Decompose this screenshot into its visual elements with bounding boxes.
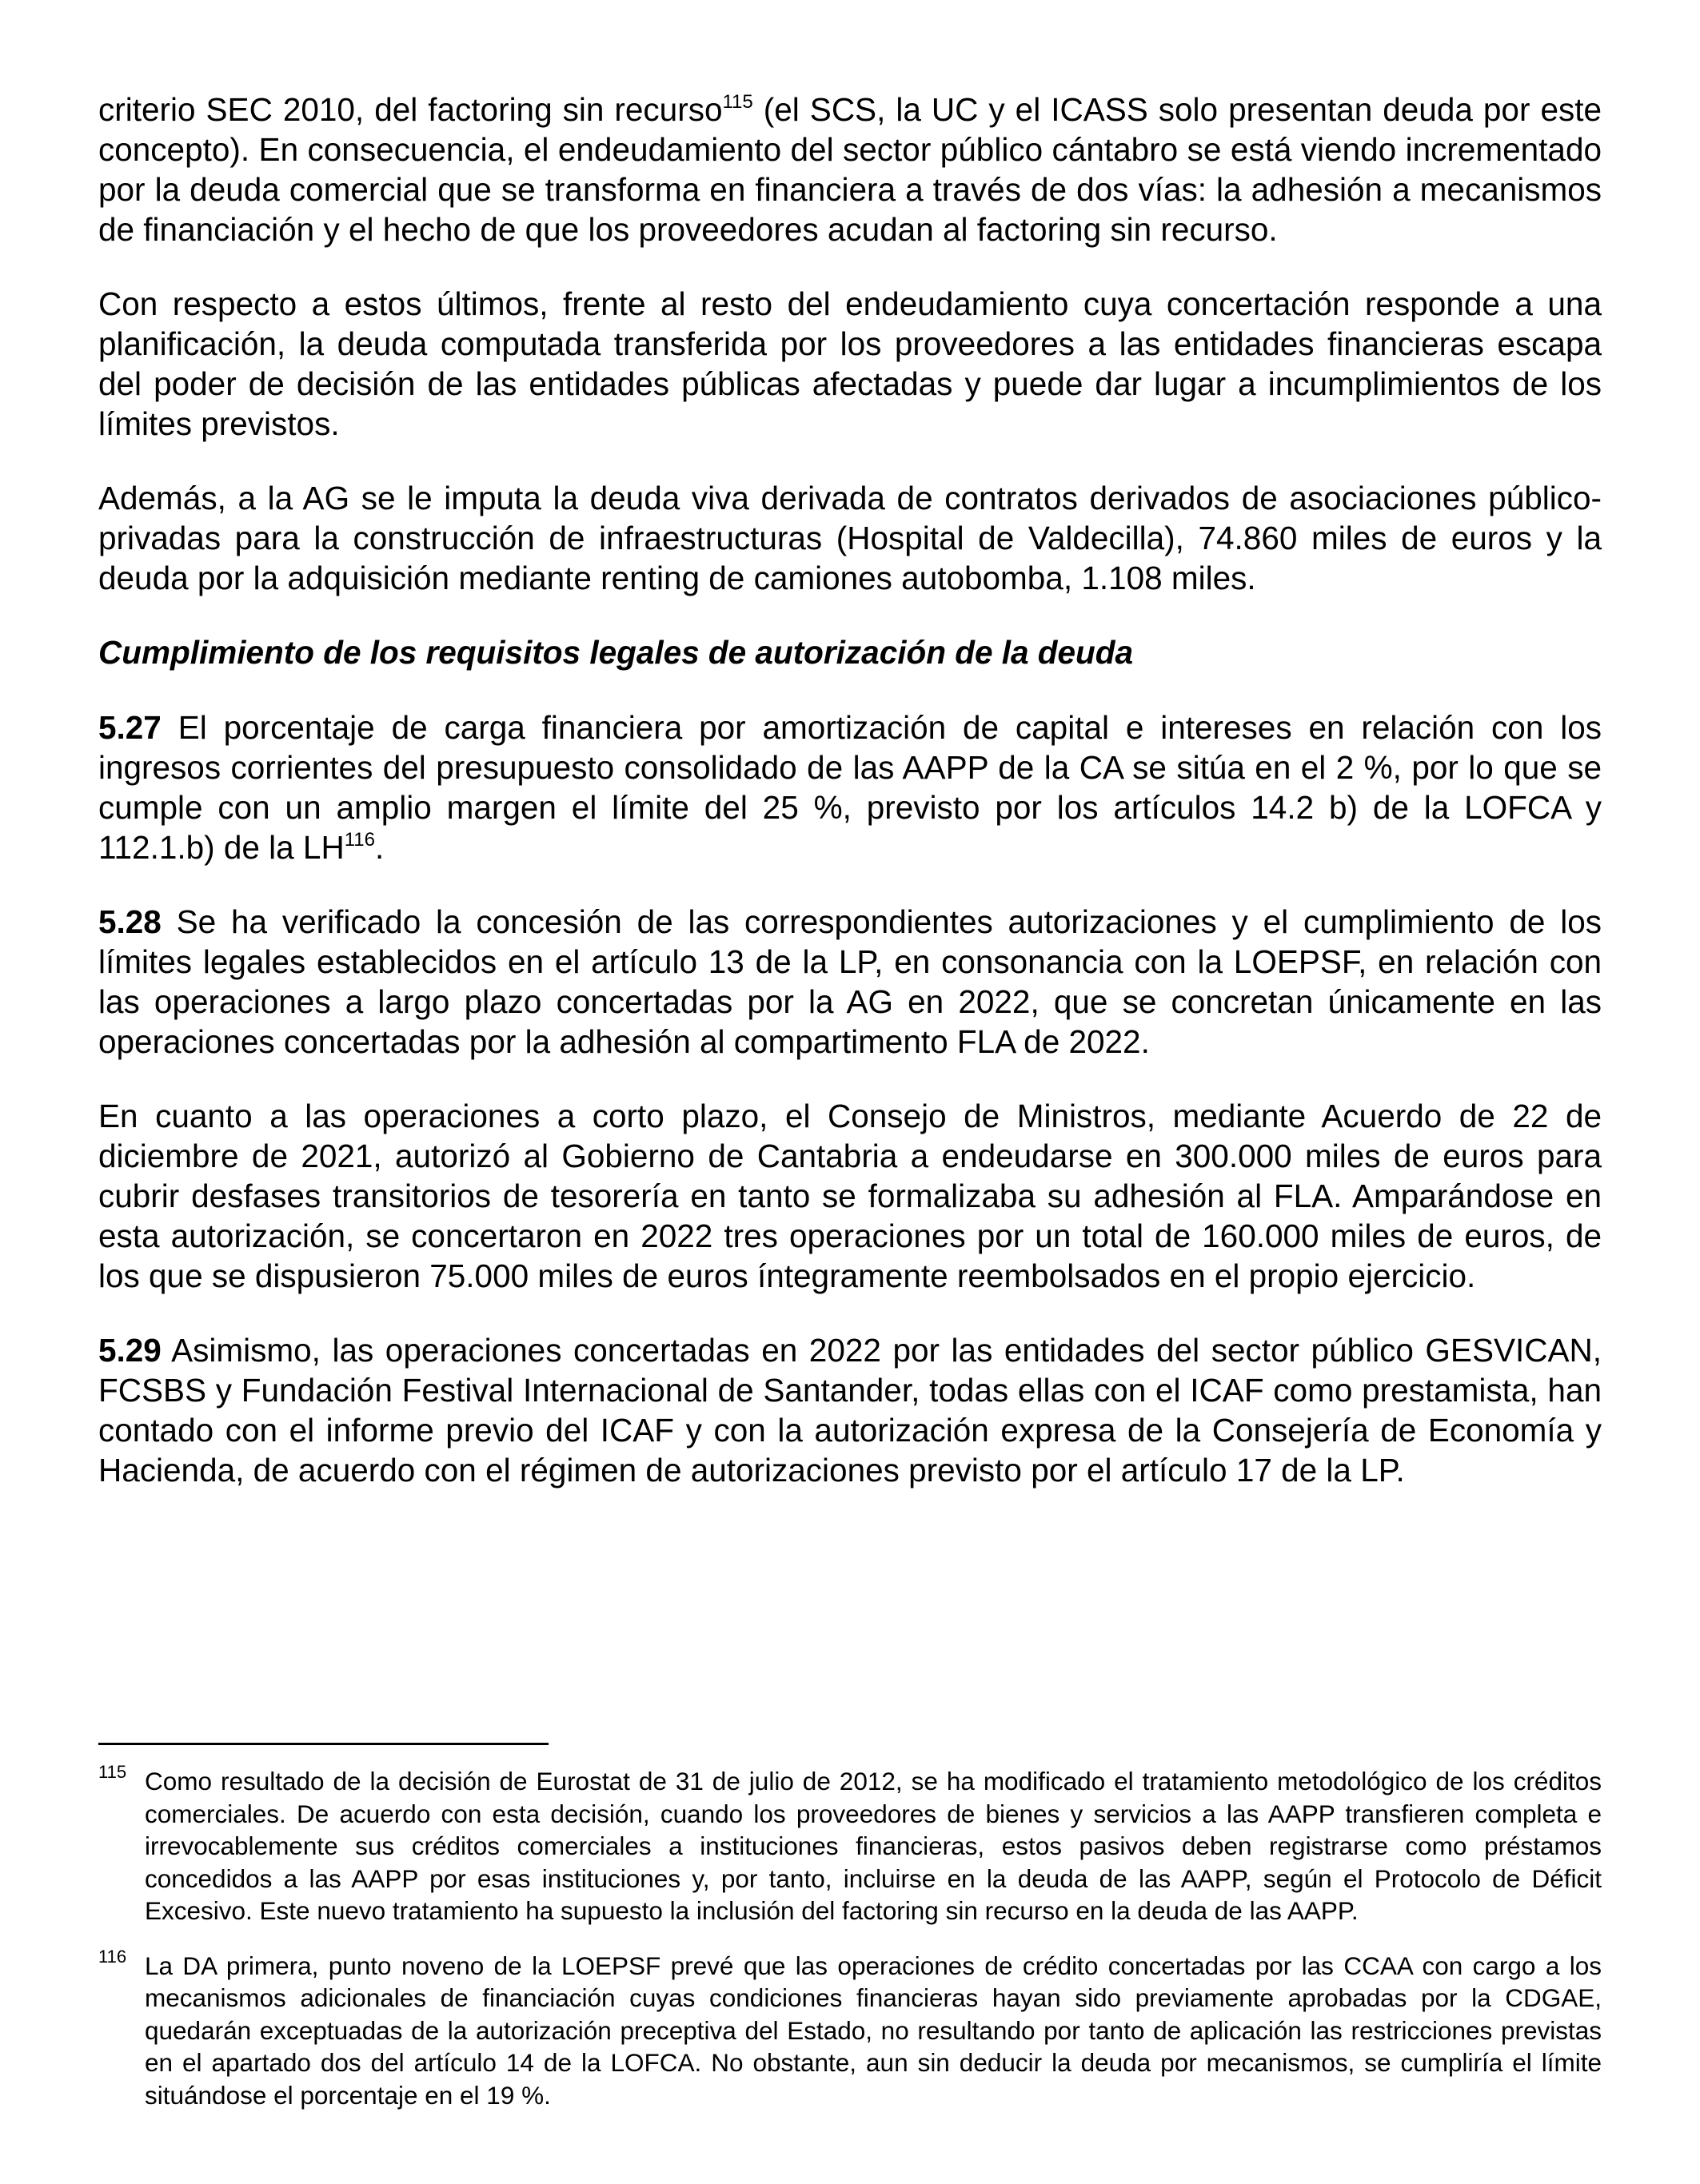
paragraph-factoring <box>98 90 1602 249</box>
footnote-ref-115[interactable]: 115 <box>722 91 753 113</box>
paragraph-text: Asimismo, las operaciones concertadas en 2022 por las entidades del sector público GESVICAN, FCSBS y Fundación Festival Internacional de Santander, todas ellas con el ICAF como prestamista, han contado con el informe previo del ICAF y con la autorización expresa de la Consejería de Economía y Hacienda, de acuerdo con el régimen de autorizaciones previsto por el artículo 17 de la LP. <box>98 1332 1602 1489</box>
footnote-ref-116[interactable]: 116 <box>344 829 375 851</box>
document-body <box>98 90 1602 1524</box>
section-number: 5.29 <box>98 1332 162 1369</box>
paragraph-text: . <box>374 829 385 866</box>
paragraph-corto-plazo: En cuanto a las operaciones a corto plazo, el Consejo de Ministros, mediante Acuerdo de 22 de diciembre de 2021, autorizó al Gobierno de Cantabria a endeudarse en 300.000 miles de euros para cubrir desfases transitorios de tesorería en tanto se formalizaba su adhesión al FLA. Amparándose en esta autorización, se concertaron en 2022 tres operaciones por un total de 160.000 miles de euros, de los que se dispusieron 75.000 miles de euros íntegramente reembolsados en el propio ejercicio. <box>98 1098 1602 1294</box>
paragraph-text: Se ha verificado la concesión de las correspondientes autorizaciones y el cumplimiento de los límites legales establecidos en el artículo 13 de la LP, en consonancia con la LOEPSF, en relación con las operaciones a largo plazo concertadas por la AG en 2022, que se concretan únicamente en las operaciones concertadas por la adhesión al compartimento FLA de 2022. <box>98 903 1602 1060</box>
paragraph-5-29 <box>98 1330 1602 1490</box>
paragraph-valdecilla: Además, a la AG se le imputa la deuda viva derivada de contratos derivados de asociaciones público-privadas para la construcción de infraestructuras (Hospital de Valdecilla), 74.860 miles de euros y la deuda por la adquisición mediante renting de camiones autobomba, 1.108 miles. <box>98 480 1602 596</box>
section-heading: Cumplimiento de los requisitos legales de autorización de la deuda <box>98 634 1134 671</box>
footnote-mark: 116 <box>98 1946 127 1967</box>
section-number: 5.28 <box>98 903 162 940</box>
paragraph-text: (el SCS, la UC y el ICASS solo presentan deuda por este concepto). En consecuencia, el endeudamiento del sector público cántabro se está viendo incrementado por la deuda comercial que se transforma en financiera a través de dos vías: la adhesión a mecanismos de financiación y el hecho de que los proveedores acudan al factoring sin recurso. <box>98 91 1602 248</box>
footnote-116 <box>98 1946 1602 2112</box>
paragraph-5-27 <box>98 707 1602 867</box>
footnote-mark: 115 <box>98 1762 127 1782</box>
footnote-text: Como resultado de la decisión de Eurostat de 31 de julio de 2012, se ha modificado el tratamiento metodológico de los créditos comerciales. De acuerdo con esta decisión, cuando los proveedores de bienes y servicios a las AAPP transfieren completa e irrevocablemente sus créditos comerciales a instituciones financieras, estos pasivos deben registrarse como préstamos concedidos a las AAPP por esas instituciones y, por tanto, incluirse en la deuda de las AAPP, según el Protocolo de Déficit Excesivo. Este nuevo tratamiento ha supuesto la inclusión del factoring sin recurso en la deuda de las AAPP. <box>145 1767 1602 1925</box>
section-number: 5.27 <box>98 709 162 746</box>
footnote-separator <box>98 1743 549 1745</box>
footnote-115 <box>98 1762 1602 1927</box>
footnote-text: La DA primera, punto noveno de la LOEPSF prevé que las operaciones de crédito concertadas por las CCAA con cargo a los mecanismos adicionales de financiación cuyas condiciones financieras hayan sido previamente aprobadas por la CDGAE, quedarán exceptuadas de la autorización preceptiva del Estado, no resultando por tanto de aplicación las restricciones previstas en el apartado dos del artículo 14 de la LOFCA. No obstante, aun sin deducir la deuda por mecanismos, se cumpliría el límite situándose el porcentaje en el 19 %. <box>145 1951 1602 2110</box>
paragraph-5-28 <box>98 902 1602 1062</box>
paragraph-text: criterio SEC 2010, del factoring sin recurso <box>98 91 723 128</box>
footnotes <box>98 1762 1602 2134</box>
paragraph-text: El porcentaje de carga financiera por amortización de capital e intereses en relación con los ingresos corrientes del presupuesto consolidado de las AAPP de la CA se sitúa en el 2 %, por lo que se cumple con un amplio margen el límite del 25 %, previsto por los artículos 14.2 b) de la LOFCA y 112.1.b) de la LH <box>98 709 1602 866</box>
paragraph-proveedores: Con respecto a estos últimos, frente al resto del endeudamiento cuya concertación responde a una planificación, la deuda computada transferida por los proveedores a las entidades financieras escapa del poder de decisión de las entidades públicas afectadas y puede dar lugar a incumplimientos de los límites previstos. <box>98 285 1602 442</box>
